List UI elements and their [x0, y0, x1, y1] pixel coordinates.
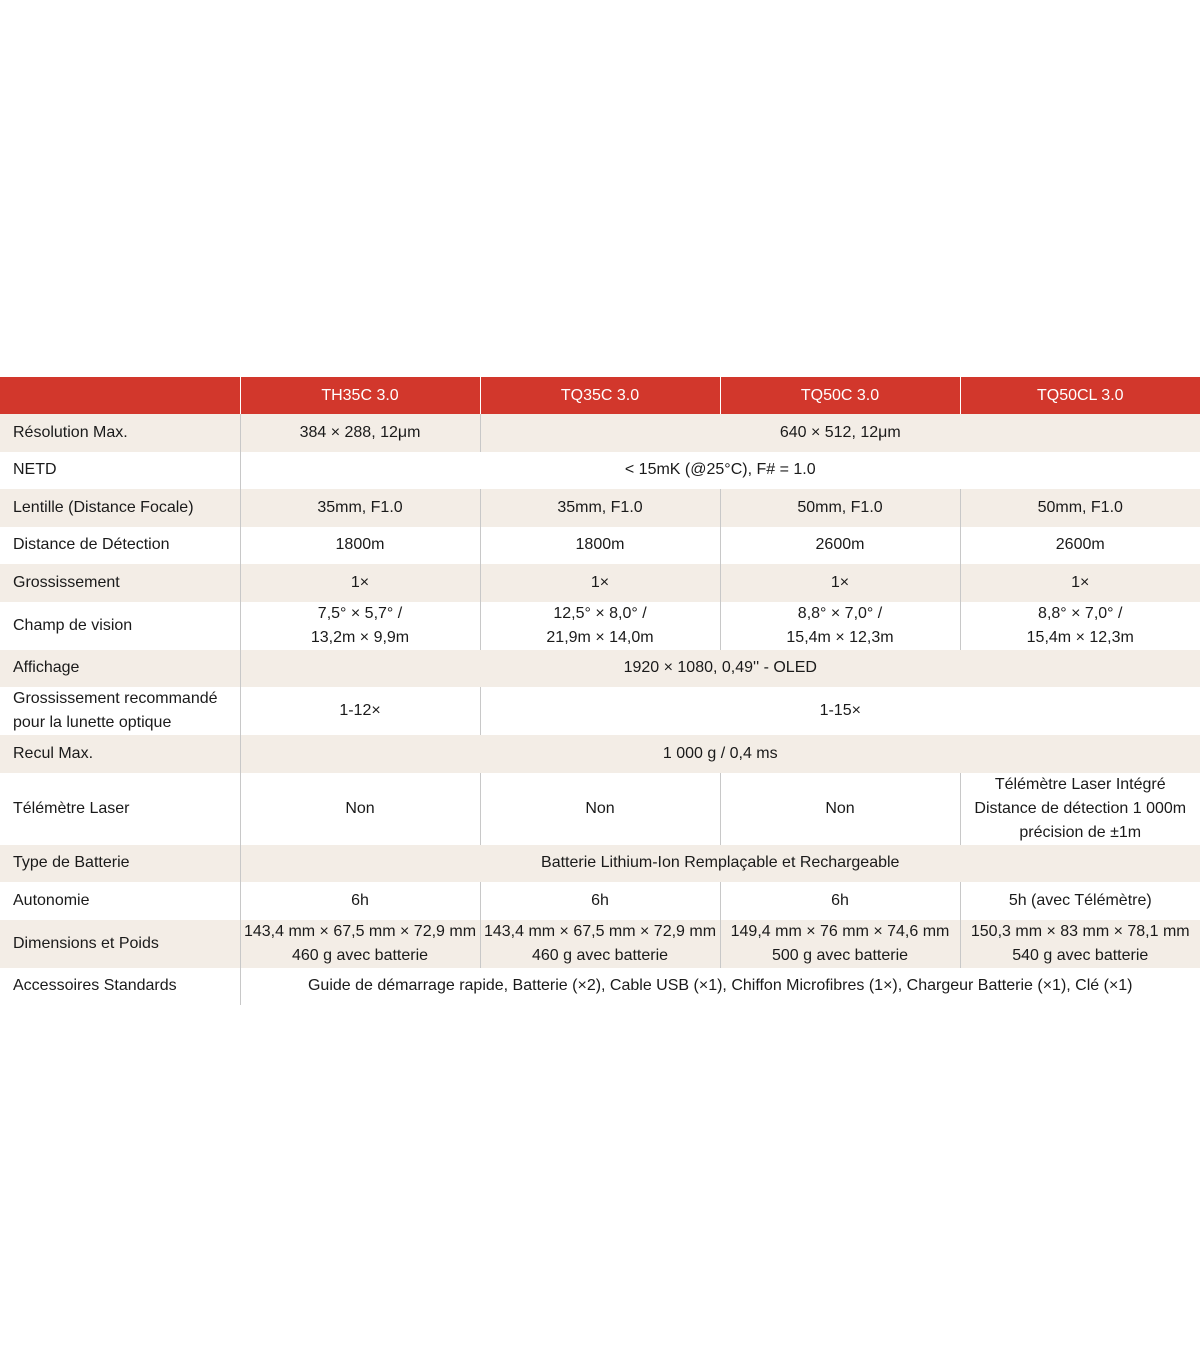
spec-cell — [240, 650, 1200, 688]
cell-line: 460 g avec batterie — [531, 946, 669, 964]
spec-cell — [240, 920, 480, 968]
spec-cell — [960, 602, 1200, 650]
row-label — [0, 687, 240, 735]
spec-row-accessories — [0, 968, 1200, 1006]
spec-cell — [480, 920, 720, 968]
cell-line: Batterie Lithium-Ion Remplaçable et Rechargeable — [541, 854, 900, 872]
spec-cell — [960, 527, 1200, 565]
cell-line: 6h — [351, 891, 369, 909]
row-label-line: Grossissement — [13, 573, 120, 591]
row-label — [0, 527, 240, 565]
row-label — [0, 414, 240, 452]
cell-line: 1× — [830, 573, 850, 591]
cell-line: 15,4m × 12,3m — [1026, 628, 1134, 646]
cell-line: 50mm, F1.0 — [797, 498, 883, 516]
spec-cell — [480, 602, 720, 650]
cell-line: 6h — [831, 891, 849, 909]
cell-line: 143,4 mm × 67,5 mm × 72,9 mm — [483, 922, 717, 940]
row-label-line: Lentille (Distance Focale) — [13, 498, 194, 516]
spec-cell — [720, 527, 960, 565]
spec-row-lens — [0, 489, 1200, 527]
spec-cell — [240, 414, 480, 452]
cell-line: 1× — [350, 573, 370, 591]
cell-line: 149,4 mm × 76 mm × 74,6 mm — [730, 922, 950, 940]
spec-cell — [240, 882, 480, 920]
spec-row-field-of-view — [0, 602, 1200, 650]
row-label — [0, 882, 240, 920]
spec-row-laser-rangefinder — [0, 773, 1200, 845]
header-corner-cell — [0, 377, 240, 414]
row-label-line: Télémètre Laser — [13, 799, 130, 817]
spec-row-resolution — [0, 414, 1200, 452]
spec-cell — [720, 602, 960, 650]
cell-line: Distance de détection 1 000m — [974, 799, 1187, 817]
cell-line: 500 g avec batterie — [771, 946, 909, 964]
cell-line: Guide de démarrage rapide, Batterie (×2), Cable USB (×1), Chiffon Microfibres (1×), Chargeur Batterie (×1), Clé (×1) — [307, 977, 1133, 995]
spec-comparison-table — [0, 377, 1200, 1005]
row-label-line: Distance de Détection — [13, 536, 170, 554]
spec-cell — [720, 773, 960, 845]
row-label-line: Champ de vision — [13, 616, 133, 634]
cell-line: 50mm, F1.0 — [1037, 498, 1123, 516]
cell-line: 150,3 mm × 83 mm × 78,1 mm — [970, 922, 1190, 940]
spec-cell — [960, 773, 1200, 845]
cell-line: 2600m — [1055, 536, 1105, 554]
cell-line: Non — [585, 799, 615, 817]
spec-row-recoil — [0, 735, 1200, 773]
cell-line: 2600m — [815, 536, 865, 554]
cell-line: 1800m — [335, 536, 385, 554]
spec-cell — [240, 527, 480, 565]
cell-line: 5h (avec Télémètre) — [1008, 891, 1152, 909]
cell-line: 1920 × 1080, 0,49'' - OLED — [623, 659, 817, 677]
row-label — [0, 968, 240, 1006]
spec-row-battery-type — [0, 845, 1200, 883]
cell-line: Non — [825, 799, 855, 817]
cell-line: 1× — [590, 573, 610, 591]
row-label-line: Résolution Max. — [13, 423, 128, 441]
row-label — [0, 735, 240, 773]
row-label-line: Dimensions et Poids — [13, 934, 159, 952]
spec-cell — [480, 564, 720, 602]
spec-row-netd — [0, 452, 1200, 490]
row-label-line: Grossissement recommandé — [13, 690, 218, 707]
cell-line: 21,9m × 14,0m — [546, 628, 654, 646]
cell-line: précision de ±1m — [1019, 823, 1142, 841]
spec-row-display — [0, 650, 1200, 688]
table-body — [0, 414, 1200, 1005]
spec-cell — [720, 920, 960, 968]
cell-line: 8,8° × 7,0° / — [1038, 604, 1123, 622]
cell-line: Non — [345, 799, 375, 817]
spec-cell — [240, 564, 480, 602]
spec-cell — [240, 489, 480, 527]
table-header — [0, 377, 1200, 414]
row-label-line: pour la lunette optique — [13, 714, 172, 731]
spec-cell — [480, 414, 1200, 452]
row-label — [0, 920, 240, 968]
cell-line: < 15mK (@25°C), F# = 1.0 — [624, 461, 816, 479]
row-label-line: Accessoires Standards — [13, 977, 177, 995]
model-header-tq50cl: TQ50CL 3.0 — [960, 377, 1200, 414]
spec-cell — [240, 735, 1200, 773]
row-label — [0, 564, 240, 602]
spec-row-dimensions-weight — [0, 920, 1200, 968]
row-label — [0, 602, 240, 650]
cell-line: 1-15× — [819, 702, 861, 719]
row-label — [0, 650, 240, 688]
model-header-tq50c: TQ50C 3.0 — [720, 377, 960, 414]
cell-line: 35mm, F1.0 — [317, 498, 403, 516]
model-header-th35c: TH35C 3.0 — [240, 377, 480, 414]
spec-cell — [960, 489, 1200, 527]
spec-cell — [240, 452, 1200, 490]
spec-cell — [240, 687, 480, 735]
spec-cell — [720, 882, 960, 920]
cell-line: 13,2m × 9,9m — [310, 628, 410, 646]
cell-line: Télémètre Laser Intégré — [994, 775, 1166, 793]
row-label — [0, 452, 240, 490]
spec-cell — [240, 968, 1200, 1006]
row-label-line: Type de Batterie — [13, 854, 130, 872]
spec-cell — [240, 773, 480, 845]
cell-line: 640 × 512, 12μm — [779, 423, 901, 441]
cell-line: 460 g avec batterie — [291, 946, 429, 964]
spec-cell — [480, 687, 1200, 735]
cell-line: 143,4 mm × 67,5 mm × 72,9 mm — [243, 922, 477, 940]
cell-line: 8,8° × 7,0° / — [797, 604, 883, 622]
cell-line: 15,4m × 12,3m — [786, 628, 894, 646]
header-row — [0, 377, 1200, 414]
row-label — [0, 489, 240, 527]
spec-cell — [480, 527, 720, 565]
spec-cell — [240, 602, 480, 650]
cell-line: 540 g avec batterie — [1012, 946, 1149, 964]
cell-line: 1-12× — [339, 702, 381, 719]
cell-line: 384 × 288, 12μm — [299, 423, 421, 441]
spec-row-magnification — [0, 564, 1200, 602]
spec-cell — [720, 489, 960, 527]
row-label-line: Autonomie — [13, 891, 90, 909]
spec-cell — [480, 882, 720, 920]
row-label-line: Affichage — [13, 659, 80, 677]
row-label — [0, 773, 240, 845]
row-label — [0, 845, 240, 883]
spec-cell — [240, 845, 1200, 883]
spec-cell — [960, 920, 1200, 968]
spec-cell — [960, 882, 1200, 920]
cell-line: 7,5° × 5,7° / — [317, 604, 403, 622]
cell-line: 1 000 g / 0,4 ms — [662, 744, 778, 762]
spec-row-detection-distance — [0, 527, 1200, 565]
cell-line: 6h — [591, 891, 609, 909]
cell-line: 12,5° × 8,0° / — [553, 604, 647, 622]
spec-cell — [960, 564, 1200, 602]
spec-cell — [720, 564, 960, 602]
spec-cell — [480, 773, 720, 845]
spec-cell — [480, 489, 720, 527]
model-header-tq35c: TQ35C 3.0 — [480, 377, 720, 414]
cell-line: 1× — [1071, 573, 1090, 591]
row-label-line: Recul Max. — [13, 744, 94, 762]
cell-line: 35mm, F1.0 — [557, 498, 643, 516]
spec-row-autonomy — [0, 882, 1200, 920]
row-label-line: NETD — [13, 461, 57, 479]
cell-line: 1800m — [575, 536, 625, 554]
spec-row-recommended-magnification — [0, 687, 1200, 735]
